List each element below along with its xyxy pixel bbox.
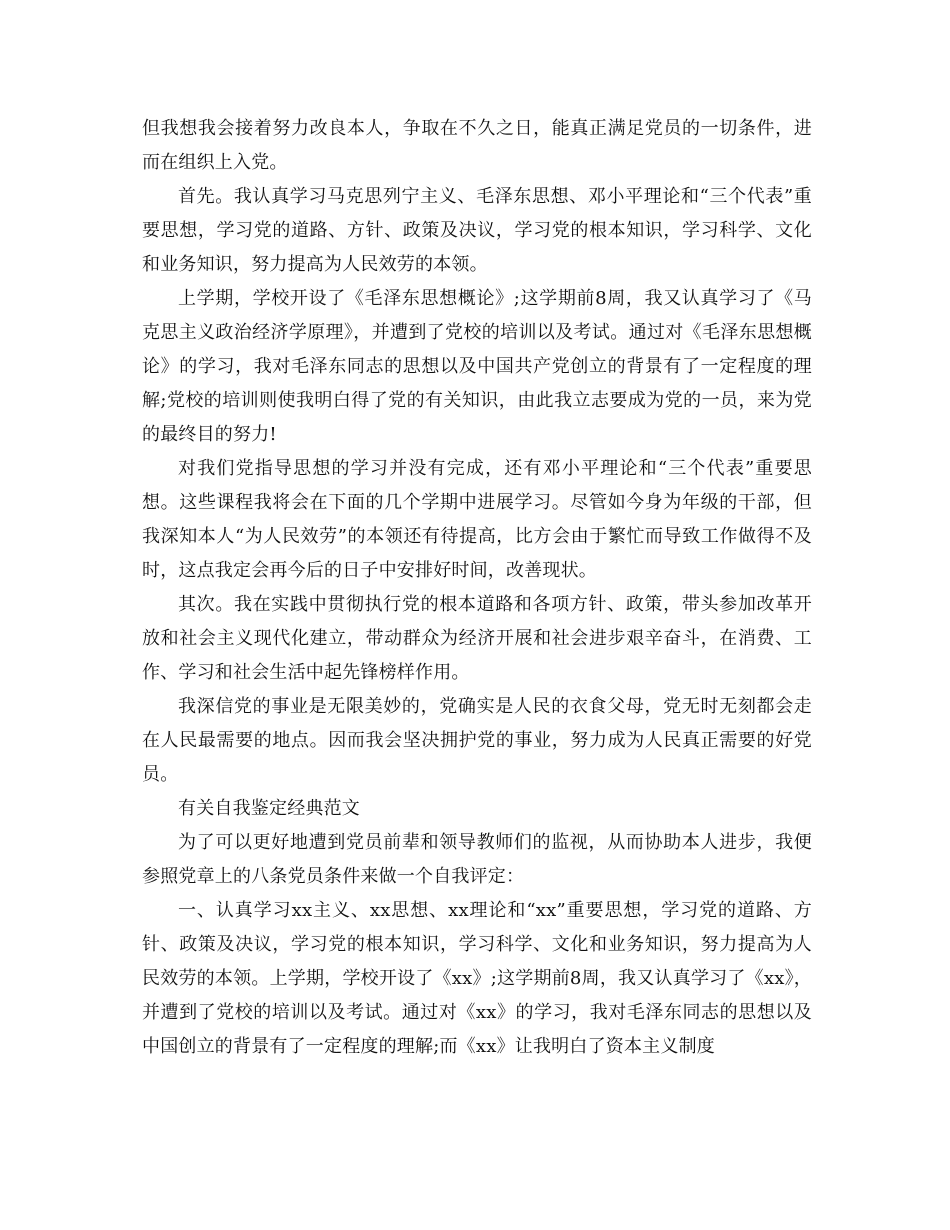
paragraph-1: 但我想我会接着努力改良本人，争取在不久之日，能真正满足党员的一切条件，进而在组织上入党。 <box>142 118 812 173</box>
paragraph-7: 为了可以更好地遭到党员前辈和领导教师们的监视，从而协助本人进步，我便参照党章上的八条党员条件来做一个自我评定： <box>142 832 812 887</box>
section-heading: 有关自我鉴定经典范文 <box>178 798 360 819</box>
paragraph-5: 其次。我在实践中贯彻执行党的根本道路和各项方针、政策，带头参加改革开放和社会主义现代化建立，带动群众为经济开展和社会进步艰辛奋斗，在消费、工作、学习和社会生活中起先锋榜样作用。 <box>142 594 812 683</box>
paragraph-8: 一、认真学习xx主义、xx思想、xx理论和“xx”重要思想，学习党的道路、方针、政策及决议，学习党的根本知识，学习科学、文化和业务知识，努力提高为人民效劳的本领。上学期，学校开设了《xx》;这学期前8周，我又认真学习了《xx》，并遭到了党校的培训以及考试。通过对《xx》的学习，我对毛泽东同志的思想以及中国创立的背景有了一定程度的理解;而《xx》让我明白了资本主义制度 <box>142 900 812 1057</box>
paragraph-6: 我深信党的事业是无限美妙的，党确实是人民的衣食父母，党无时无刻都会走在人民最需要的地点。因而我会坚决拥护党的事业，努力成为人民真正需要的好党员。 <box>142 696 812 785</box>
paragraph-4: 对我们党指导思想的学习并没有完成，还有邓小平理论和“三个代表”重要思想。这些课程我将会在下面的几个学期中进展学习。尽管如今身为年级的干部，但我深知本人“为人民效劳”的本领还有待提高，比方会由于繁忙而导致工作做得不及时，这点我定会再今后的日子中安排好时间，改善现状。 <box>142 458 812 581</box>
document-body <box>142 112 812 1064</box>
paragraph-2: 首先。我认真学习马克思列宁主义、毛泽东思想、邓小平理论和“三个代表”重要思想，学习党的道路、方针、政策及决议，学习党的根本知识，学习科学、文化和业务知识，努力提高为人民效劳的本领。 <box>142 186 812 275</box>
paragraph-3: 上学期，学校开设了《毛泽东思想概论》;这学期前8周，我又认真学习了《马克思主义政治经济学原理》，并遭到了党校的培训以及考试。通过对《毛泽东思想概论》的学习，我对毛泽东同志的思想以及中国共产党创立的背景有了一定程度的理解;党校的培训则使我明白得了党的有关知识，由此我立志要成为党的一员，来为党的最终目的努力! <box>142 288 812 445</box>
